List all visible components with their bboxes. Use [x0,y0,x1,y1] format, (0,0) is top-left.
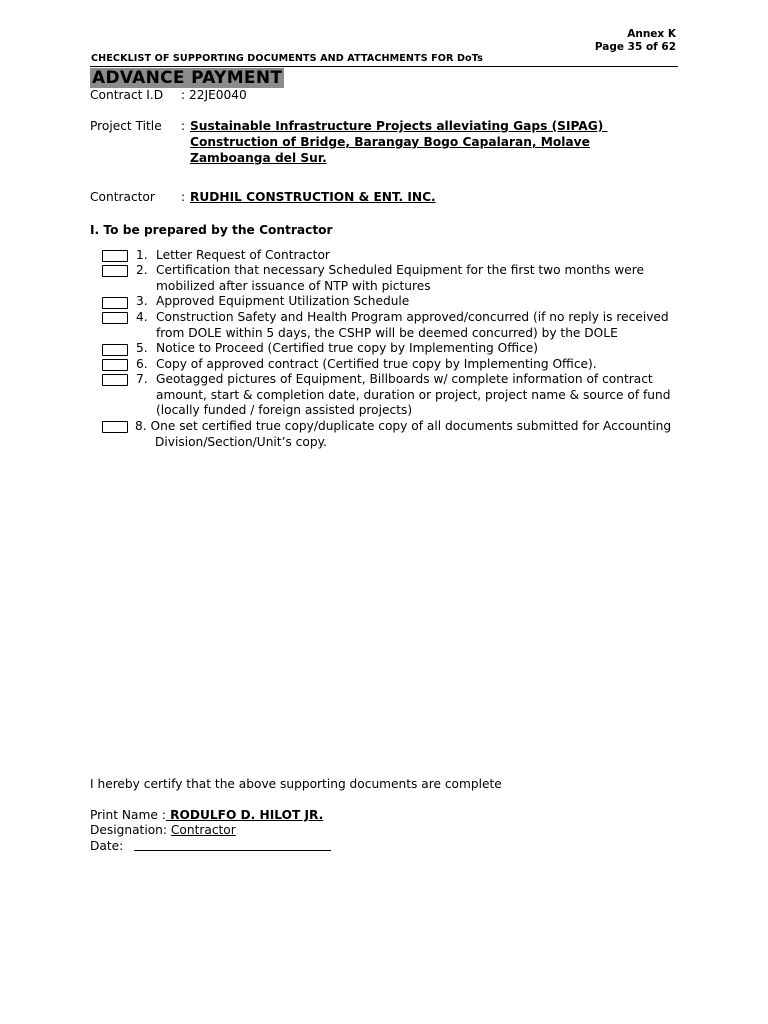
designation-row [90,822,236,838]
item-text: Geotagged pictures of Equipment, Billboards w/ complete information of contract [156,372,653,386]
item-text: Certification that necessary Scheduled Equipment for the first two months were [156,263,644,277]
list-item [136,310,669,341]
list-item [136,372,671,419]
item-number: 2. [136,263,148,277]
certification-statement: I hereby certify that the above supporting documents are complete [90,777,502,791]
item-text: Approved Equipment Utilization Schedule [156,294,410,308]
checkbox-item-6[interactable] [102,359,128,371]
item-number: 4. [136,310,148,324]
item-text: One set certified true copy/duplicate copy of all documents submitted for Accounting [150,419,672,433]
annex-header [595,28,676,54]
list-item [136,248,330,264]
item-number: 1. [136,248,148,262]
contractor-colon: : [181,190,186,204]
print-name-row [90,807,323,823]
section-title: ADVANCE PAYMENT [92,68,283,88]
item-number: 7. [136,372,148,386]
checkbox-item-5[interactable] [102,344,128,356]
checkbox-item-4[interactable] [102,312,128,324]
section-one-heading: I. To be prepared by the Contractor [90,223,333,237]
project-title-colon: : [181,119,186,133]
contract-id-value: : 22JE0040 [181,88,247,102]
list-item [136,294,409,310]
project-title-line-1: Sustainable Infrastructure Projects alleviating Gaps (SIPAG) [190,119,608,133]
checkbox-item-3[interactable] [102,297,128,309]
item-text: Copy of approved contract (Certified true copy by Implementing Office). [156,357,597,371]
item-text: Letter Request of Contractor [156,248,330,262]
contract-id-label: Contract I.D [90,88,164,102]
date-row [90,838,123,854]
item-text: Construction Safety and Health Program approved/concurred (if no reply is received [156,310,669,324]
list-item [136,341,538,357]
checklist-title: CHECKLIST OF SUPPORTING DOCUMENTS AND ATTACHMENTS FOR DoTs [91,53,483,64]
print-name-label: Print Name : [90,808,166,822]
list-item [136,357,597,373]
date-signature-line[interactable] [134,850,331,851]
item-text-continued: (locally funded / foreign assisted projects) [156,403,413,417]
item-text-continued: mobilized after issuance of NTP with pictures [156,278,431,293]
date-label: Date: [90,839,124,853]
item-number: 8. [135,419,147,433]
checkbox-item-8[interactable] [102,421,128,433]
print-name-value: RODULFO D. HILOT JR. [165,808,324,822]
item-text-continued: Division/Section/Unit’s copy. [155,434,327,449]
item-number: 5. [136,341,148,355]
project-title-value [190,118,670,166]
checkbox-item-1[interactable] [102,250,128,262]
project-title-label: Project Title [90,119,162,133]
header-divider [90,66,678,67]
item-number: 6. [136,357,148,371]
checkbox-item-7[interactable] [102,374,128,386]
project-title-line-2: Construction of Bridge, Barangay Bogo Capalaran, Molave [190,135,590,149]
contractor-value: RUDHIL CONSTRUCTION & ENT. INC. [190,190,436,204]
project-title-line-3: Zamboanga del Sur. [190,151,327,165]
contractor-label: Contractor [90,190,155,204]
annex-label: Annex K [627,28,676,40]
designation-value: Contractor [170,823,236,837]
designation-label: Designation: [90,823,167,837]
list-item [135,419,671,450]
item-text-continued: from DOLE within 5 days, the CSHP will be deemed concurred) by the DOLE [156,325,618,340]
item-text: Notice to Proceed (Certified true copy by Implementing Office) [156,341,538,355]
item-number: 3. [136,294,148,308]
item-text-continued: amount, start & completion date, duration or project, project name & source of fund [156,387,671,402]
list-item [136,263,644,294]
checkbox-item-2[interactable] [102,265,128,277]
page-number: Page 35 of 62 [594,41,676,53]
